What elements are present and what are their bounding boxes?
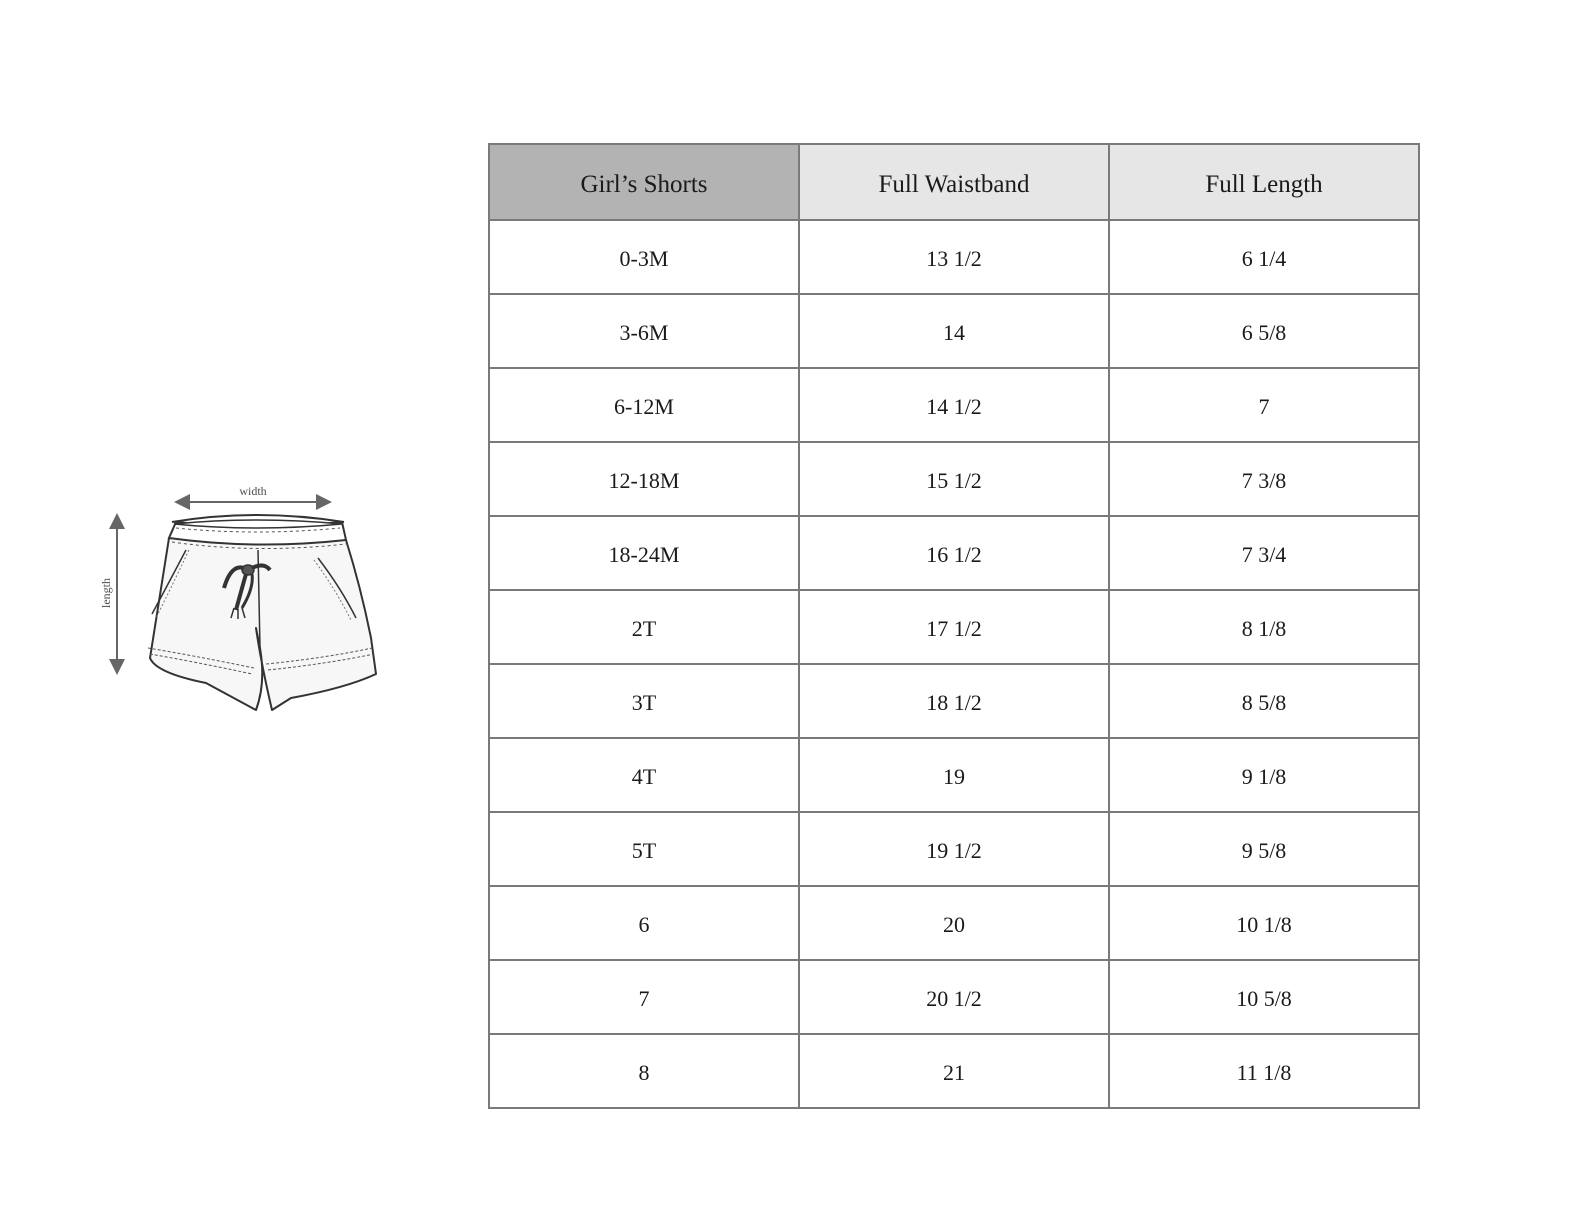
waistband-cell: 14 1/2 bbox=[799, 368, 1109, 442]
table-row bbox=[489, 442, 1419, 516]
length-cell: 9 5/8 bbox=[1109, 812, 1419, 886]
waistband-cell: 19 1/2 bbox=[799, 812, 1109, 886]
waistband-cell: 21 bbox=[799, 1034, 1109, 1108]
table-row bbox=[489, 294, 1419, 368]
header-size: Girl’s Shorts bbox=[489, 144, 799, 220]
length-cell: 7 3/4 bbox=[1109, 516, 1419, 590]
size-cell: 3-6M bbox=[489, 294, 799, 368]
size-cell: 6-12M bbox=[489, 368, 799, 442]
table-row bbox=[489, 960, 1419, 1034]
length-cell: 10 1/8 bbox=[1109, 886, 1419, 960]
size-cell: 8 bbox=[489, 1034, 799, 1108]
table-row bbox=[489, 516, 1419, 590]
width-label: width bbox=[239, 484, 267, 498]
size-cell: 5T bbox=[489, 812, 799, 886]
waistband-cell: 19 bbox=[799, 738, 1109, 812]
table-row bbox=[489, 738, 1419, 812]
size-cell: 6 bbox=[489, 886, 799, 960]
table-row bbox=[489, 220, 1419, 294]
length-label: length bbox=[99, 578, 113, 608]
size-cell: 18-24M bbox=[489, 516, 799, 590]
size-cell: 3T bbox=[489, 664, 799, 738]
header-full-waistband: Full Waistband bbox=[799, 144, 1109, 220]
length-cell: 9 1/8 bbox=[1109, 738, 1419, 812]
table-row bbox=[489, 664, 1419, 738]
header-full-length: Full Length bbox=[1109, 144, 1419, 220]
table-row bbox=[489, 812, 1419, 886]
size-chart-table bbox=[488, 143, 1420, 1109]
waistband-cell: 15 1/2 bbox=[799, 442, 1109, 516]
length-cell: 10 5/8 bbox=[1109, 960, 1419, 1034]
size-cell: 7 bbox=[489, 960, 799, 1034]
waistband-cell: 13 1/2 bbox=[799, 220, 1109, 294]
shorts-diagram-icon bbox=[96, 478, 396, 728]
length-cell: 6 5/8 bbox=[1109, 294, 1419, 368]
waistband-cell: 18 1/2 bbox=[799, 664, 1109, 738]
waistband-cell: 14 bbox=[799, 294, 1109, 368]
waistband-cell: 20 1/2 bbox=[799, 960, 1109, 1034]
waistband-cell: 17 1/2 bbox=[799, 590, 1109, 664]
length-cell: 7 bbox=[1109, 368, 1419, 442]
length-cell: 6 1/4 bbox=[1109, 220, 1419, 294]
size-cell: 2T bbox=[489, 590, 799, 664]
waistband-cell: 16 1/2 bbox=[799, 516, 1109, 590]
size-cell: 4T bbox=[489, 738, 799, 812]
table-row bbox=[489, 368, 1419, 442]
table-header-row bbox=[489, 144, 1419, 220]
table-row bbox=[489, 1034, 1419, 1108]
length-cell: 8 1/8 bbox=[1109, 590, 1419, 664]
length-cell: 11 1/8 bbox=[1109, 1034, 1419, 1108]
size-cell: 0-3M bbox=[489, 220, 799, 294]
length-cell: 8 5/8 bbox=[1109, 664, 1419, 738]
shorts-illustration bbox=[96, 478, 396, 728]
table-row bbox=[489, 590, 1419, 664]
table-row bbox=[489, 886, 1419, 960]
waistband-cell: 20 bbox=[799, 886, 1109, 960]
size-cell: 12-18M bbox=[489, 442, 799, 516]
length-cell: 7 3/8 bbox=[1109, 442, 1419, 516]
